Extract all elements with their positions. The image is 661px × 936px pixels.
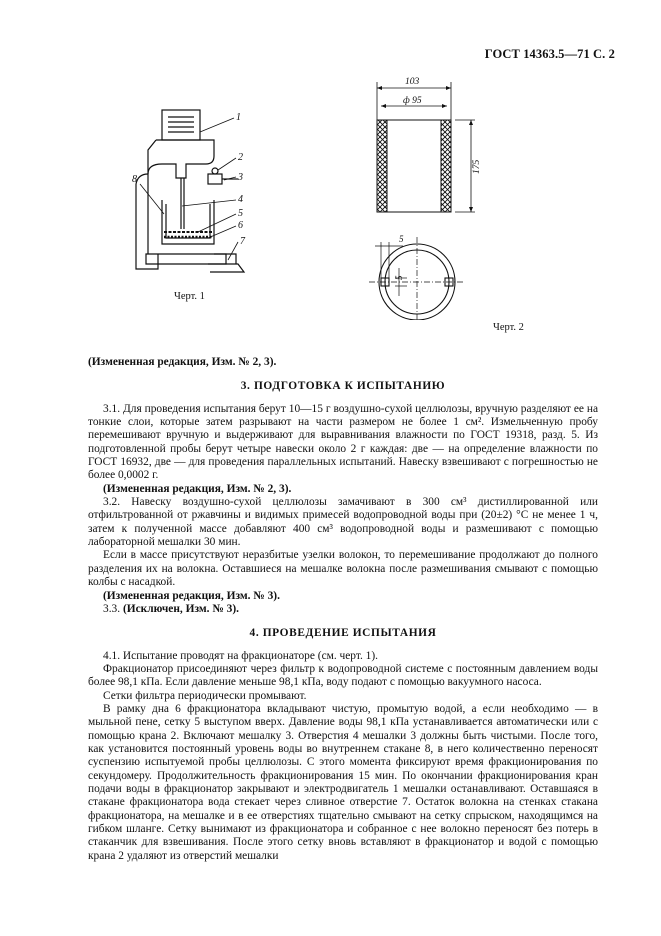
- fig2-dim-slot-h: 5: [394, 275, 404, 280]
- note-amendment-3: (Измененная редакция, Изм. № 3).: [103, 589, 280, 602]
- fig1-label-4: 4: [238, 194, 243, 205]
- figure-1-caption: Черт. 1: [174, 291, 205, 302]
- figure-1-apparatus: [118, 104, 268, 280]
- paragraph-4-1b: Фракционатор присоединяют через фильтр к водопроводной системе с постоянным давлением воды более 98,1 кПа. Если давление меньше 98,1 кПа, воду подают с помощью вакуумного насоса.: [88, 662, 598, 689]
- paragraph-3-3: [88, 603, 598, 616]
- paragraph-3-3-number: 3.3.: [103, 602, 121, 615]
- paragraph-3-3-text: (Исключен, Изм. № 3).: [122, 602, 239, 615]
- paragraph-4-1c: Сетки фильтра периодически промывают.: [103, 689, 307, 702]
- paragraph-4-1: 4.1. Испытание проводят на фракционаторе (см. черт. 1).: [103, 649, 379, 662]
- figure-2-cup: [355, 72, 485, 320]
- fig2-dim-diameter: ф 95: [403, 96, 422, 106]
- fig1-label-6: 6: [238, 220, 243, 231]
- body-text: [88, 356, 598, 863]
- fig1-label-7: 7: [240, 236, 245, 247]
- section-4-title: 4. ПРОВЕДЕНИЕ ИСПЫТАНИЯ: [249, 627, 437, 640]
- section-3-title: 3. ПОДГОТОВКА К ИСПЫТАНИЮ: [240, 380, 446, 393]
- note-amendment-1: (Измененная редакция, Изм. № 2, 3).: [88, 356, 277, 368]
- paragraph-3-2b: Если в массе присутствуют неразбитые узелки волокон, то перемешивание продолжают до полного разделения их на волокна. Оставшиеся на мешалке волокна после размешивания смывают с помощью колбы с насадкой.: [88, 549, 598, 589]
- paragraph-4-1d: В рамку дна 6 фракционатора вкладывают чистую, промытую водой, а если необходимо — в мыльной пене, сетку 5 выступом вверх. Давление воды 98,1 кПа устанавливается автоматически или с помощью крана 2. Включают мешалку 3. Отверстия 4 мешалки 3 должны быть чистыми. После того, как установится постоянный уровень воды во внутреннем стакане 8, в него количественно переносят суспензию испытуемой пробы целлюлозы. С этого момента фиксируют время фракционирования по секундомеру. Продолжительность фракционирования 15 мин. По окончании фракционирования кран подачи воды в фракционатор закрывают и электродвигатель 1 мешалки останавливают. Оставшаяся в стакане фракционатора вода стекает через сливное отверстие 7. Остаток волокна на стенках стакана фракционатора, на мешалке и в ее отверстиях тщательно смывают на сетку спрыском, находящимся на гибком шланге. Сетку вынимают из фракционатора и собранное с нее волокно переносят без потерь в стаканчик для взвешивания. После этого сетку вновь вставляют в фракционатор и водой с помощью крана 2 удаляют из отверстий мешалки: [88, 702, 598, 862]
- page-header: ГОСТ 14363.5—71 С. 2: [484, 47, 615, 61]
- fig1-label-2: 2: [238, 152, 243, 163]
- fig1-label-5: 5: [238, 208, 243, 219]
- fig2-dim-slot-w: 5: [399, 234, 404, 244]
- fig2-dim-height: 175: [472, 159, 482, 174]
- fig2-dim-width: 103: [405, 77, 420, 87]
- fig1-label-3: 3: [238, 172, 243, 183]
- fig1-label-8: 8: [132, 174, 137, 185]
- note-amendment-2: (Измененная редакция, Изм. № 2, 3).: [103, 482, 292, 495]
- figure-2-caption: Черт. 2: [493, 322, 524, 333]
- paragraph-3-1: 3.1. Для проведения испытания берут 10—15 г воздушно-сухой целлюлозы, вручную разделяют ее на тонкие слои, которые затем разрывают на части размером не более 1 см². Измельченную пробу перемешивают вручную и выдерживают для выравнивания влажности по ГОСТ 19318, разд. 5. Из подготовленной пробы берут четыре навески около 2 г каждая: две — на определение влажности по ГОСТ 16932, две — для проведения параллельных испытаний. Навеску взвешивают с погрешностью не более 0,0002 г.: [88, 402, 598, 482]
- fig1-label-1: 1: [236, 112, 241, 123]
- paragraph-3-2: 3.2. Навеску воздушно-сухой целлюлозы замачивают в 300 см³ дистиллированной или отфильтрованной от ржавчины и видимых примесей водопроводной воды при (20±2) °С не менее 1 ч, затем к полученной массе добавляют 400 см³ водопроводной воды и размешивают с помощью лабораторной мешалки 30 мин.: [88, 496, 598, 549]
